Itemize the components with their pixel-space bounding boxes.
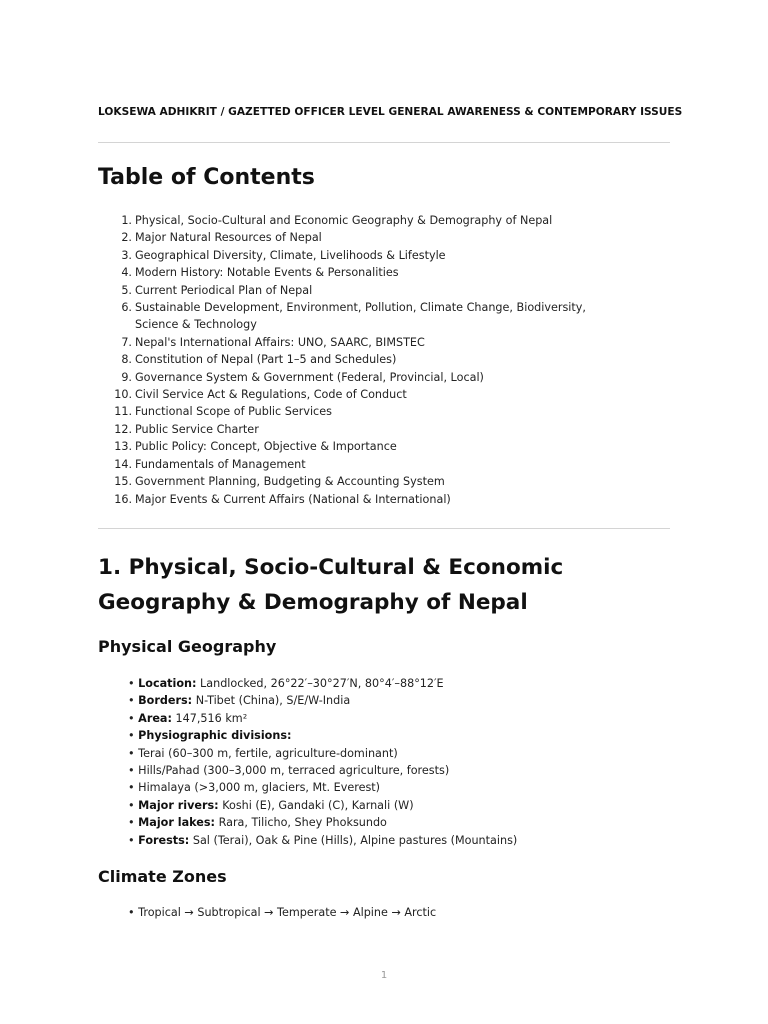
bullet-label: Location: <box>138 677 197 690</box>
toc-item-number: 16. <box>114 492 132 506</box>
toc-item-number: 10. <box>114 388 132 402</box>
bullet-label: Borders: <box>138 694 193 708</box>
bullet-text: Rara, Tilicho, Shey Phoksundo <box>215 816 387 830</box>
toc-item-number: 15. <box>114 475 132 489</box>
toc-item <box>98 421 670 438</box>
bullet-text: Sal (Terai), Oak & Pine (Hills), Alpine pastures (Mountains) <box>189 833 518 847</box>
toc-item <box>98 438 670 455</box>
bullet-text: Koshi (E), Gandaki (C), Karnali (W) <box>218 798 414 812</box>
bullet-text: Hills/Pahad (300–3,000 m, terraced agriculture, forests) <box>138 764 450 778</box>
bullet-text: Himalaya (>3,000 m, glaciers, Mt. Everest) <box>138 781 381 795</box>
climate-zones-list <box>128 904 436 921</box>
toc-item-number: 12. <box>114 422 132 436</box>
toc-item-number: 4. <box>121 266 132 280</box>
bullet-item: • Forests: Sal (Terai), Oak & Pine (Hills), Alpine pastures (Mountains) <box>128 833 518 847</box>
toc-item <box>98 473 670 490</box>
divider <box>98 528 670 529</box>
bullet-item: • Location: Landlocked, 26°22′–30°27′N, 80°4′–88°12′E <box>128 677 444 690</box>
subsection-title-physical-geography: Physical Geography <box>98 637 277 656</box>
toc-item-text: Functional Scope of Public Services <box>135 405 332 419</box>
toc-item-text: Geographical Diversity, Climate, Livelihoods & Lifestyle <box>135 248 446 262</box>
bullet-item: • Major lakes: Rara, Tilicho, Shey Phoksundo <box>128 816 387 830</box>
toc-item-number: 11. <box>114 405 132 419</box>
bullet-label: Forests: <box>138 833 190 847</box>
toc-item-text: Physical, Socio-Cultural and Economic Geography & Demography of Nepal <box>135 214 553 227</box>
bullet-text: Landlocked, 26°22′–30°27′N, 80°4′–88°12′E <box>196 677 444 690</box>
toc-item <box>98 282 670 299</box>
bullet-label: Major rivers: <box>138 798 219 812</box>
toc-item-text: Public Policy: Concept, Objective & Importance <box>135 440 397 454</box>
toc-title: Table of Contents <box>98 165 315 190</box>
bullet-item: • Terai (60–300 m, fertile, agriculture-dominant) <box>128 746 398 760</box>
toc-item <box>98 334 670 351</box>
divider <box>98 142 670 143</box>
toc-item-text: Current Periodical Plan of Nepal <box>135 283 313 297</box>
bullet-label: Area: <box>138 711 172 725</box>
toc-list <box>98 212 670 508</box>
toc-item-text: Major Events & Current Affairs (National & International) <box>135 492 451 506</box>
bullet-text: 147,516 km² <box>171 711 248 725</box>
bullet-item: • Tropical → Subtropical → Temperate → Alpine → Arctic <box>128 906 437 919</box>
toc-item-number: 5. <box>121 283 132 297</box>
toc-item-number: 14. <box>114 457 132 471</box>
bullet-item: • Major rivers: Koshi (E), Gandaki (C), Karnali (W) <box>128 798 414 812</box>
toc-item-text: Sustainable Development, Environment, Pollution, Climate Change, Biodiversity, Science & Technology <box>135 301 586 332</box>
page-number: 1 <box>380 970 388 981</box>
bullet-item: • Area: 147,516 km² <box>128 711 248 725</box>
toc-item-text: Governance System & Government (Federal, Provincial, Local) <box>135 370 484 384</box>
toc-item-number: 6. <box>121 301 132 315</box>
toc-item-text: Nepal's International Affairs: UNO, SAARC, BIMSTEC <box>135 335 425 349</box>
toc-item-text: Public Service Charter <box>135 422 259 436</box>
toc-item <box>98 299 670 334</box>
bullet-label: Physiographic divisions: <box>138 729 292 743</box>
document-page <box>98 0 683 1024</box>
toc-item <box>98 369 670 386</box>
toc-item-text: Civil Service Act & Regulations, Code of Conduct <box>135 388 407 402</box>
bullet-label: Major lakes: <box>138 816 216 830</box>
toc-item <box>98 212 670 229</box>
bullet-text: Terai (60–300 m, fertile, agriculture-dominant) <box>138 746 398 760</box>
toc-item <box>98 247 670 264</box>
toc-item <box>98 386 670 403</box>
bullet-item: • Himalaya (>3,000 m, glaciers, Mt. Everest) <box>128 781 381 795</box>
bullet-item: • Physiographic divisions: <box>128 729 292 743</box>
toc-item <box>98 403 670 420</box>
toc-item-text: Fundamentals of Management <box>135 457 306 471</box>
toc-item <box>98 456 670 473</box>
toc-item-number: 7. <box>121 335 132 349</box>
toc-item-number: 9. <box>121 370 132 384</box>
toc-item-text: Constitution of Nepal (Part 1–5 and Schedules) <box>135 353 397 367</box>
toc-item-number: 2. <box>121 231 132 245</box>
bullet-text: N-Tibet (China), S/E/W-India <box>192 694 351 708</box>
toc-item-text: Government Planning, Budgeting & Accounting System <box>135 475 445 489</box>
toc-item-text: Major Natural Resources of Nepal <box>135 231 322 245</box>
toc-item-number: 8. <box>121 353 132 367</box>
subsection-title-climate-zones: Climate Zones <box>98 867 227 886</box>
toc-item-number: 13. <box>114 440 132 454</box>
bullet-text: Tropical → Subtropical → Temperate → Alpine → Arctic <box>138 906 437 919</box>
toc-item <box>98 229 670 246</box>
toc-item-text: Modern History: Notable Events & Personalities <box>135 266 399 280</box>
running-header: LOKSEWA ADHIKRIT / GAZETTED OFFICER LEVEL GENERAL AWARENESS & CONTEMPORARY ISSUES <box>98 106 683 118</box>
toc-item-number: 1. <box>121 214 132 227</box>
section-title: 1. Physical, Socio-Cultural & Economic Geography & Demography of Nepal <box>98 555 564 615</box>
bullet-item: • Hills/Pahad (300–3,000 m, terraced agriculture, forests) <box>128 764 450 778</box>
toc-item <box>98 264 670 281</box>
toc-item <box>98 351 670 368</box>
toc-item <box>98 491 670 508</box>
bullet-item: • Borders: N-Tibet (China), S/E/W-India <box>128 694 351 708</box>
toc-item-number: 3. <box>121 248 132 262</box>
physical-geography-list <box>128 675 517 849</box>
